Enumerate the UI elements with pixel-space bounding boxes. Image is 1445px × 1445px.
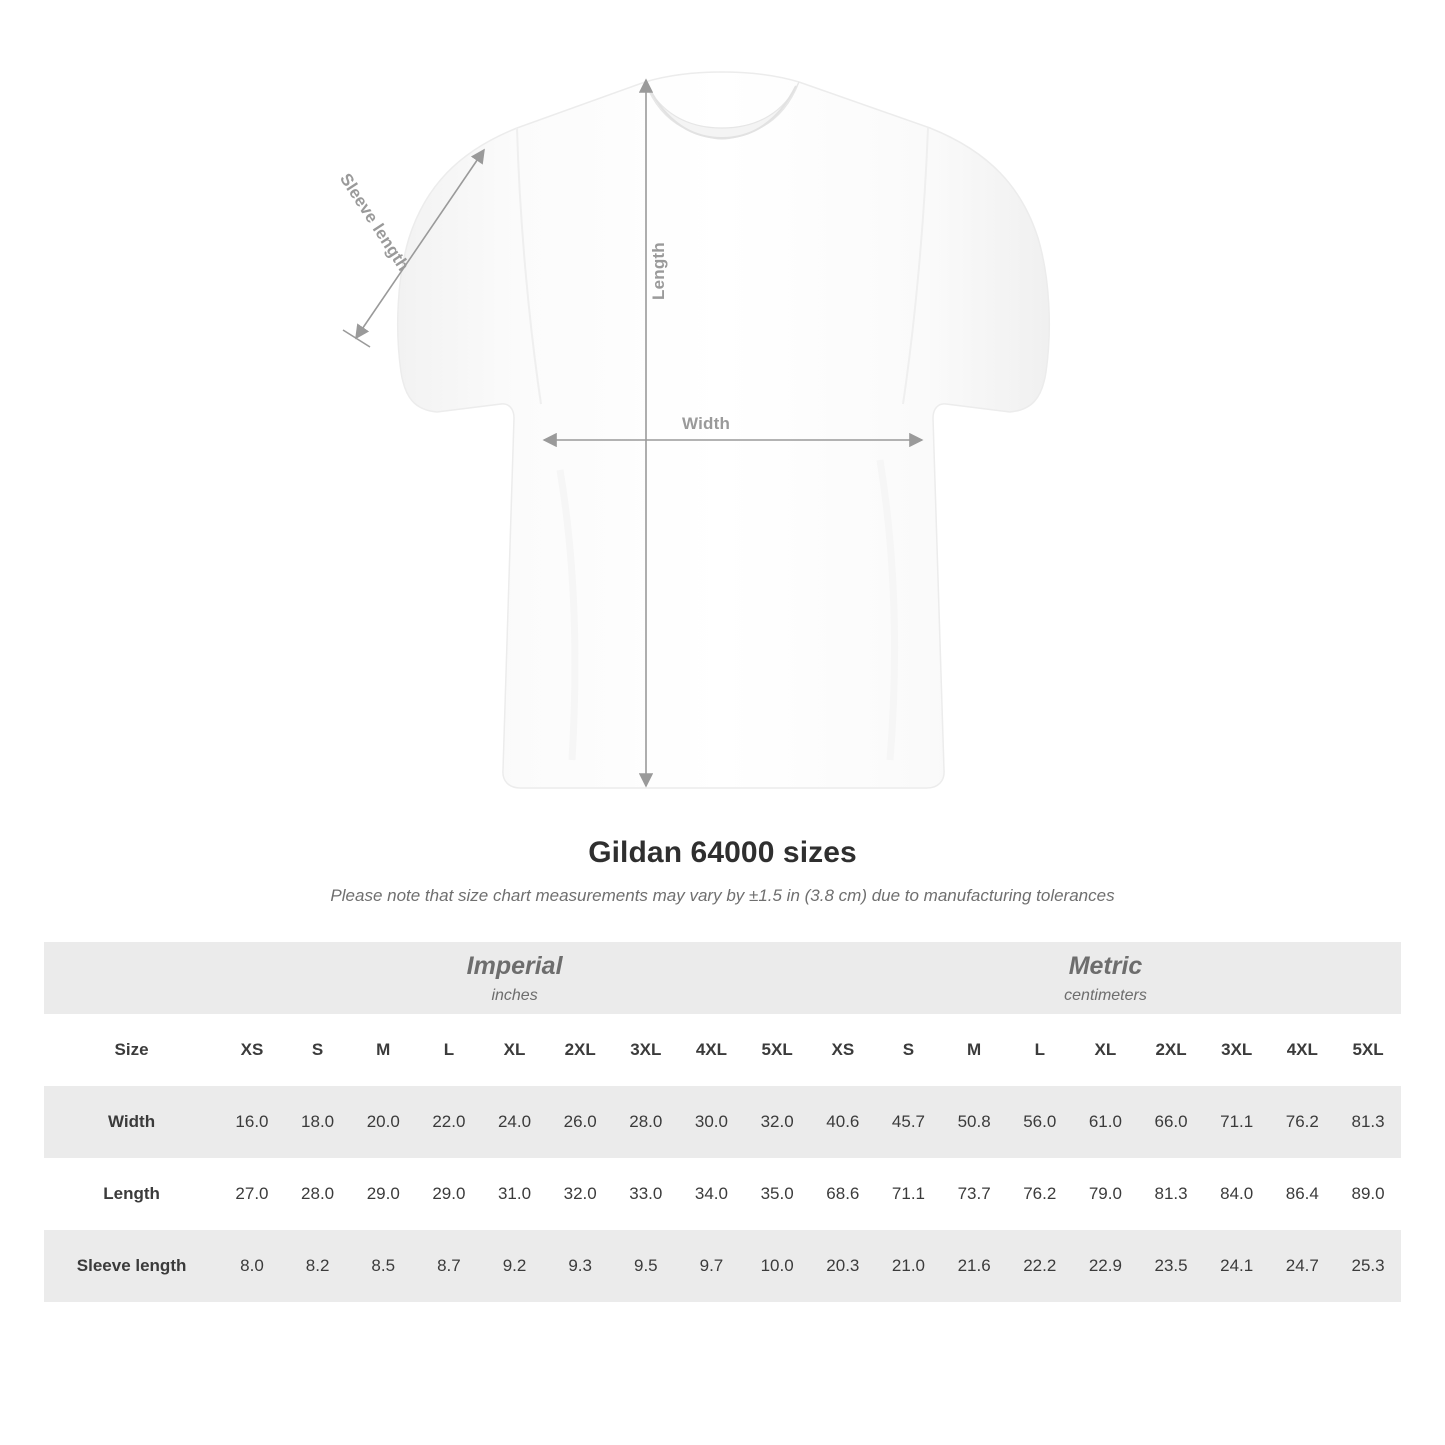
cell-sleeve-metric-xs: 20.3	[810, 1230, 876, 1302]
cell-length-imperial-4xl: 34.0	[679, 1158, 745, 1230]
cell-length-imperial-xs: 27.0	[219, 1158, 285, 1230]
size-header-imperial-m: M	[350, 1014, 416, 1086]
cell-width-metric-m: 50.8	[941, 1086, 1007, 1158]
size-header-metric-s: S	[876, 1014, 942, 1086]
cell-sleeve-imperial-l: 8.7	[416, 1230, 482, 1302]
size-header-label: Size	[44, 1014, 219, 1086]
size-header-imperial-2xl: 2XL	[547, 1014, 613, 1086]
cell-length-imperial-5xl: 35.0	[744, 1158, 810, 1230]
cell-length-metric-xl: 79.0	[1073, 1158, 1139, 1230]
size-header-imperial-3xl: 3XL	[613, 1014, 679, 1086]
cell-width-imperial-3xl: 28.0	[613, 1086, 679, 1158]
size-header-metric-xs: XS	[810, 1014, 876, 1086]
cell-length-metric-l: 76.2	[1007, 1158, 1073, 1230]
cell-sleeve-imperial-xl: 9.2	[482, 1230, 548, 1302]
cell-sleeve-metric-m: 21.6	[941, 1230, 1007, 1302]
cell-width-imperial-4xl: 30.0	[679, 1086, 745, 1158]
cell-length-imperial-2xl: 32.0	[547, 1158, 613, 1230]
cell-width-imperial-xl: 24.0	[482, 1086, 548, 1158]
size-header-metric-5xl: 5XL	[1335, 1014, 1401, 1086]
cell-width-metric-2xl: 66.0	[1138, 1086, 1204, 1158]
size-chart-table-wrap	[44, 942, 1401, 1302]
tolerance-note: Please note that size chart measurements may vary by ±1.5 in (3.8 cm) due to manufacturing tolerances	[330, 886, 1115, 905]
cell-width-metric-l: 56.0	[1007, 1086, 1073, 1158]
cell-length-imperial-m: 29.0	[350, 1158, 416, 1230]
cell-width-imperial-m: 20.0	[350, 1086, 416, 1158]
size-header-imperial-xl: XL	[482, 1014, 548, 1086]
row-label-sleeve-length: Sleeve length	[44, 1230, 219, 1302]
cell-width-imperial-2xl: 26.0	[547, 1086, 613, 1158]
size-header-imperial-s: S	[285, 1014, 351, 1086]
cell-sleeve-imperial-s: 8.2	[285, 1230, 351, 1302]
row-label-width: Width	[44, 1086, 219, 1158]
width-label: Width	[682, 414, 731, 433]
cell-width-imperial-xs: 16.0	[219, 1086, 285, 1158]
row-label-length: Length	[44, 1158, 219, 1230]
cell-sleeve-metric-3xl: 24.1	[1204, 1230, 1270, 1302]
cell-width-imperial-s: 18.0	[285, 1086, 351, 1158]
cell-width-metric-s: 45.7	[876, 1086, 942, 1158]
cell-length-imperial-xl: 31.0	[482, 1158, 548, 1230]
cell-length-metric-2xl: 81.3	[1138, 1158, 1204, 1230]
cell-sleeve-imperial-3xl: 9.5	[613, 1230, 679, 1302]
table-row	[44, 1086, 1401, 1158]
size-header-metric-xl: XL	[1073, 1014, 1139, 1086]
cell-sleeve-imperial-m: 8.5	[350, 1230, 416, 1302]
cell-sleeve-metric-l: 22.2	[1007, 1230, 1073, 1302]
cell-length-imperial-l: 29.0	[416, 1158, 482, 1230]
cell-sleeve-metric-2xl: 23.5	[1138, 1230, 1204, 1302]
page-title: Gildan 64000 sizes	[588, 836, 857, 869]
cell-length-metric-4xl: 86.4	[1270, 1158, 1336, 1230]
size-chart-table	[44, 942, 1401, 1302]
cell-sleeve-metric-s: 21.0	[876, 1230, 942, 1302]
cell-width-imperial-5xl: 32.0	[744, 1086, 810, 1158]
cell-sleeve-imperial-5xl: 10.0	[744, 1230, 810, 1302]
unit-header-spacer	[44, 942, 219, 1014]
size-header-row	[44, 1014, 1401, 1086]
size-header-imperial-xs: XS	[219, 1014, 285, 1086]
table-row	[44, 1158, 1401, 1230]
unit-group-metric-sub: centimeters	[1064, 987, 1147, 1004]
cell-sleeve-metric-5xl: 25.3	[1335, 1230, 1401, 1302]
size-header-metric-2xl: 2XL	[1138, 1014, 1204, 1086]
sleeve-dimension-tick	[343, 330, 370, 347]
cell-sleeve-imperial-4xl: 9.7	[679, 1230, 745, 1302]
cell-sleeve-imperial-2xl: 9.3	[547, 1230, 613, 1302]
size-header-metric-4xl: 4XL	[1270, 1014, 1336, 1086]
size-header-metric-3xl: 3XL	[1204, 1014, 1270, 1086]
unit-group-imperial-name: Imperial	[466, 952, 563, 980]
cell-sleeve-metric-xl: 22.9	[1073, 1230, 1139, 1302]
unit-group-imperial-sub: inches	[491, 987, 538, 1004]
size-header-metric-l: L	[1007, 1014, 1073, 1086]
size-header-imperial-l: L	[416, 1014, 482, 1086]
cell-length-metric-s: 71.1	[876, 1158, 942, 1230]
cell-width-imperial-l: 22.0	[416, 1086, 482, 1158]
chart-heading	[0, 836, 1445, 906]
cell-length-metric-5xl: 89.0	[1335, 1158, 1401, 1230]
cell-sleeve-imperial-xs: 8.0	[219, 1230, 285, 1302]
table-row	[44, 1230, 1401, 1302]
cell-width-metric-5xl: 81.3	[1335, 1086, 1401, 1158]
cell-length-metric-xs: 68.6	[810, 1158, 876, 1230]
cell-length-imperial-s: 28.0	[285, 1158, 351, 1230]
cell-width-metric-xl: 61.0	[1073, 1086, 1139, 1158]
cell-length-imperial-3xl: 33.0	[613, 1158, 679, 1230]
sleeve-length-label: Sleeve length	[336, 170, 414, 275]
size-header-metric-m: M	[941, 1014, 1007, 1086]
unit-group-metric	[810, 942, 1401, 1014]
cell-width-metric-3xl: 71.1	[1204, 1086, 1270, 1158]
size-header-imperial-4xl: 4XL	[679, 1014, 745, 1086]
cell-length-metric-m: 73.7	[941, 1158, 1007, 1230]
length-label: Length	[649, 242, 668, 300]
unit-group-metric-name: Metric	[1068, 952, 1143, 980]
unit-header-row	[44, 942, 1401, 1014]
cell-length-metric-3xl: 84.0	[1204, 1158, 1270, 1230]
cell-width-metric-4xl: 76.2	[1270, 1086, 1336, 1158]
size-header-imperial-5xl: 5XL	[744, 1014, 810, 1086]
unit-group-imperial	[219, 942, 810, 1014]
cell-width-metric-xs: 40.6	[810, 1086, 876, 1158]
cell-sleeve-metric-4xl: 24.7	[1270, 1230, 1336, 1302]
